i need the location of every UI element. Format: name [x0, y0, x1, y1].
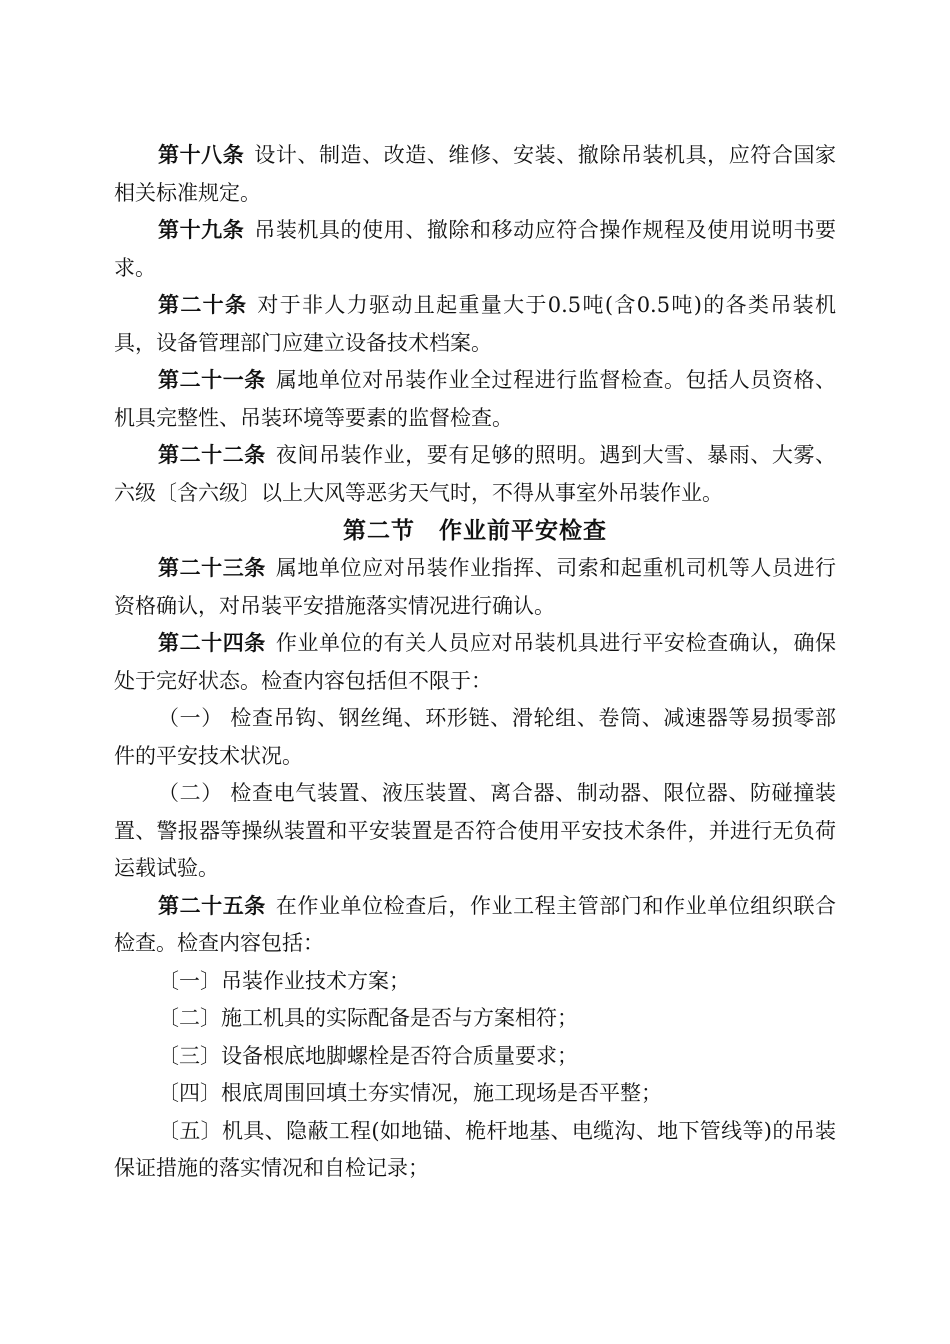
article-label: 第二十四条 [158, 631, 266, 655]
list-item: 〔五〕机具、隐蔽工程(如地锚、桅杆地基、电缆沟、地下管线等)的吊装保证措施的落实情况和自检记录； [114, 1118, 836, 1180]
list-item: 〔四〕根底周围回填土夯实情况，施工现场是否平整； [158, 1081, 662, 1105]
article-20 [114, 287, 836, 362]
article-21 [114, 362, 836, 437]
article-label: 第十九条 [158, 218, 245, 242]
article-label: 第二十三条 [158, 556, 266, 580]
list-item: 〔二〕施工机具的实际配备是否与方案相符； [158, 1006, 578, 1030]
article-label: 第二十五条 [158, 893, 266, 918]
article-19 [114, 212, 836, 287]
article-label: 第二十二条 [158, 443, 266, 467]
article-24 [114, 625, 836, 700]
article-text: 属地单位应对吊装作业指挥、司索和起重机司机等人员进行资格确认，对吊装平安措施落实情况进行确认。 [114, 556, 837, 618]
list-item: （一） 检查吊钩、钢丝绳、环形链、滑轮组、卷筒、减速器等易损零部件的平安技术状况。 [114, 706, 836, 768]
article-label: 第二十条 [158, 293, 248, 317]
list-item: （二） 检查电气装置、液压装置、离合器、制动器、限位器、防碰撞装置、警报器等操纵装置和平安装置是否符合使用平安技术条件，并进行无负荷运载试验。 [114, 781, 836, 880]
article-label: 第十八条 [158, 143, 245, 167]
article-text: 吊装机具的使用、撤除和移动应符合操作规程及使用说明书要求。 [114, 218, 837, 280]
article-text: 设计、制造、改造、维修、安装、撤除吊装机具，应符合国家相关标准规定。 [114, 143, 837, 205]
article-text: 夜间吊装作业，要有足够的照明。遇到大雪、暴雨、大雾、六级〔含六级〕以上大风等恶劣天气时，不得从事室外吊装作业。 [114, 443, 837, 505]
article-text: 在作业单位检查后，作业工程主管部门和作业单位组织联合检查。检查内容包括： [114, 893, 837, 955]
list-item: 〔三〕设备根底地脚螺栓是否符合质量要求； [158, 1043, 578, 1068]
article-25 [114, 888, 836, 963]
article-text: 作业单位的有关人员应对吊装机具进行平安检查确认，确保处于完好状态。检查内容包括但不限于： [114, 631, 837, 693]
article-22 [114, 437, 836, 512]
article-23 [114, 550, 836, 625]
list-item: 〔一〕吊装作业技术方案； [158, 968, 410, 993]
article-label: 第二十一条 [158, 368, 266, 392]
article-text: 属地单位对吊装作业全过程进行监督检查。包括人员资格、机具完整性、吊装环境等要素的监督检查。 [114, 368, 837, 430]
article-text: 对于非人力驱动且起重量大于0.5吨(含0.5吨)的各类吊装机具，设备管理部门应建立设备技术档案。 [114, 293, 836, 355]
article-18 [114, 137, 836, 212]
section-title: 第二节 作业前平安检查 [343, 518, 607, 544]
